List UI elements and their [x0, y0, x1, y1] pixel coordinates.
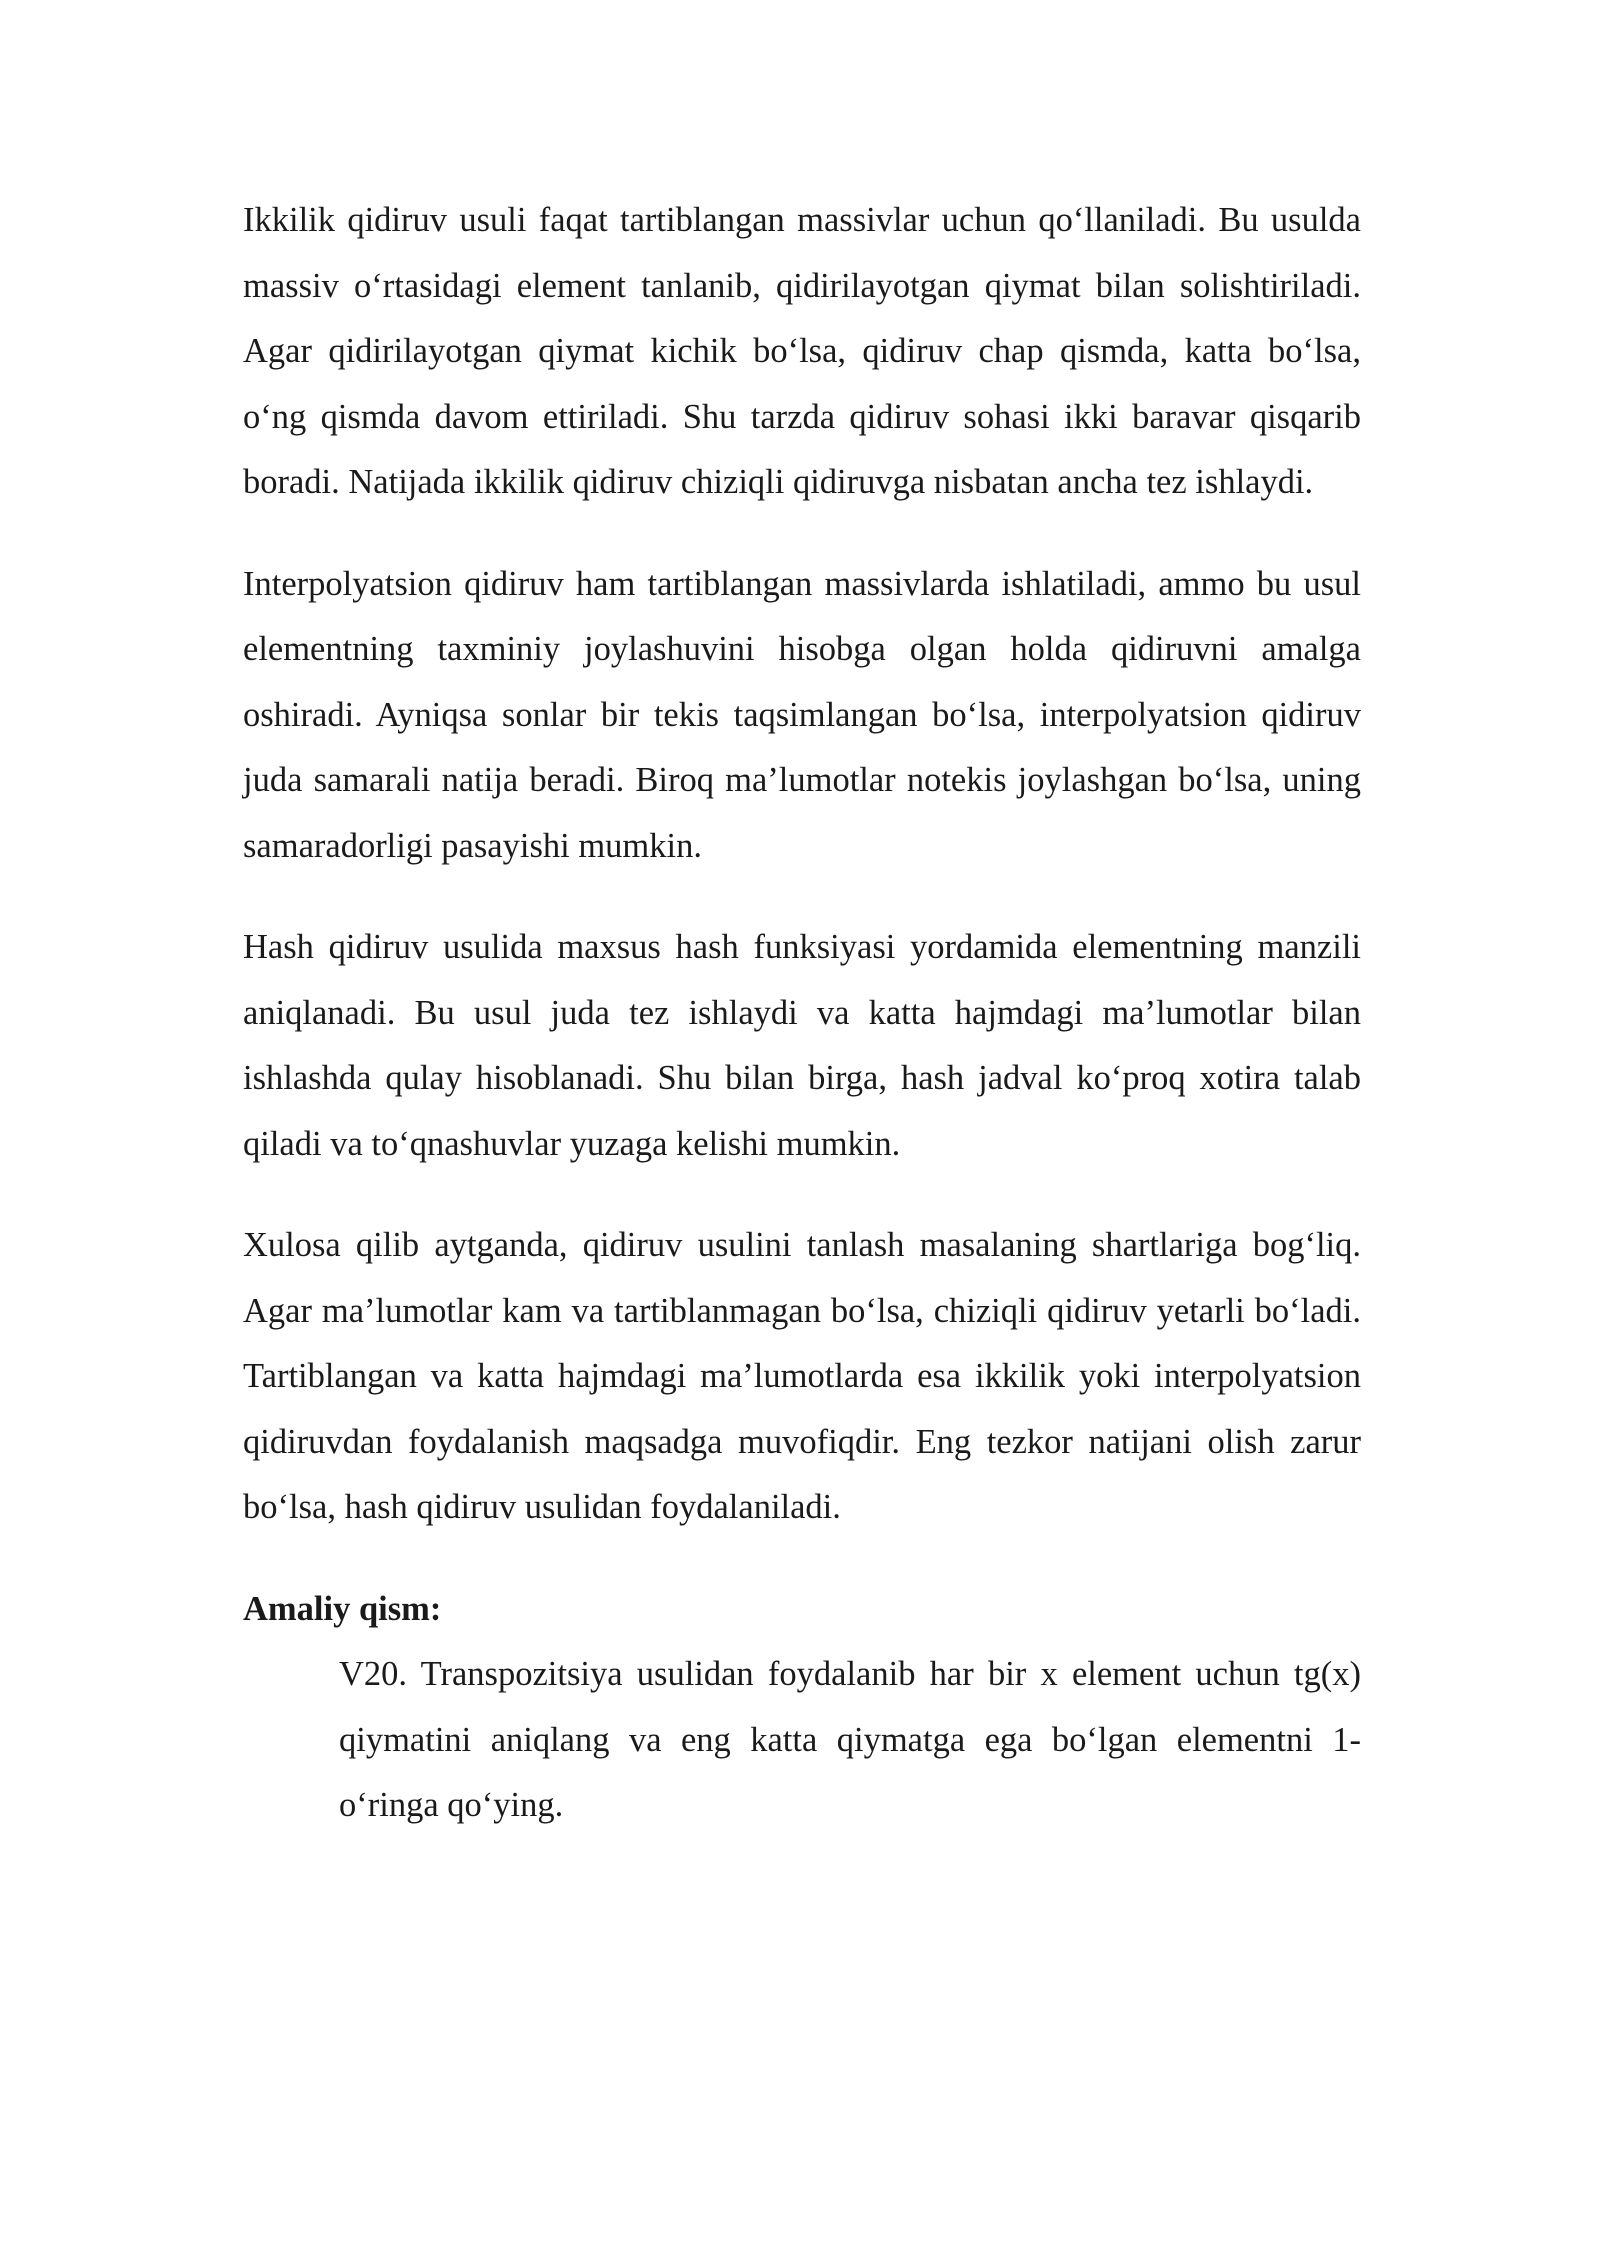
paragraph-conclusion: Xulosa qilib aytganda, qidiruv usulini tanlash masalaning shartlariga bog‘liq. Agar ma’lumotlar kam va tartiblanmagan bo‘lsa, chiziqli qidiruv yetarli bo‘ladi. Tartiblangan va katta hajmdagi ma’lumotlarda esa ikkilik yoki interpolyatsion qidiruvdan foydalanish maqsadga muvofiqdir. Eng tezkor natijani olish zarur bo‘lsa, hash qidiruv usulidan foydalaniladi.: [243, 1226, 1361, 1526]
task-v20: V20. Transpozitsiya usulidan foydalanib har bir x element uchun tg(x) qiymatini aniqlang va eng katta qiymatga ega bo‘lgan elementni 1-o‘ringa qo‘ying.: [339, 1655, 1361, 1824]
paragraph-hash-search: Hash qidiruv usulida maxsus hash funksiyasi yordamida elementning manzili aniqlanadi. Bu usul juda tez ishlaydi va katta hajmdagi ma’lumotlar bilan ishlashda qulay hisoblanadi. Shu bilan birga, hash jadval ko‘proq xotira talab qiladi va to‘qnashuvlar yuzaga kelishi mumkin.: [243, 928, 1361, 1163]
practical-section-heading: Amaliy qism:: [243, 1589, 442, 1628]
paragraph-binary-search: Ikkilik qidiruv usuli faqat tartiblangan massivlar uchun qo‘llaniladi. Bu usulda massiv o‘rtasidagi element tanlanib, qidirilayotgan qiymat bilan solishtiriladi. Agar qidirilayotgan qiymat kichik bo‘lsa, qidiruv chap qismda, katta bo‘lsa, o‘ng qismda davom ettiriladi. Shu tarzda qidiruv sohasi ikki baravar qisqarib boradi. Natijada ikkilik qidiruv chiziqli qidiruvga nisbatan ancha tez ishlaydi.: [243, 201, 1361, 501]
paragraph-interpolation-search: Interpolyatsion qidiruv ham tartiblangan massivlarda ishlatiladi, ammo bu usul elementning taxminiy joylashuvini hisobga olgan holda qidiruvni amalga oshiradi. Ayniqsa sonlar bir tekis taqsimlangan bo‘lsa, interpolyatsion qidiruv juda samarali natija beradi. Biroq ma’lumotlar notekis joylashgan bo‘lsa, uning samaradorligi pasayishi mumkin.: [243, 564, 1361, 865]
document-body: [243, 188, 1361, 1839]
